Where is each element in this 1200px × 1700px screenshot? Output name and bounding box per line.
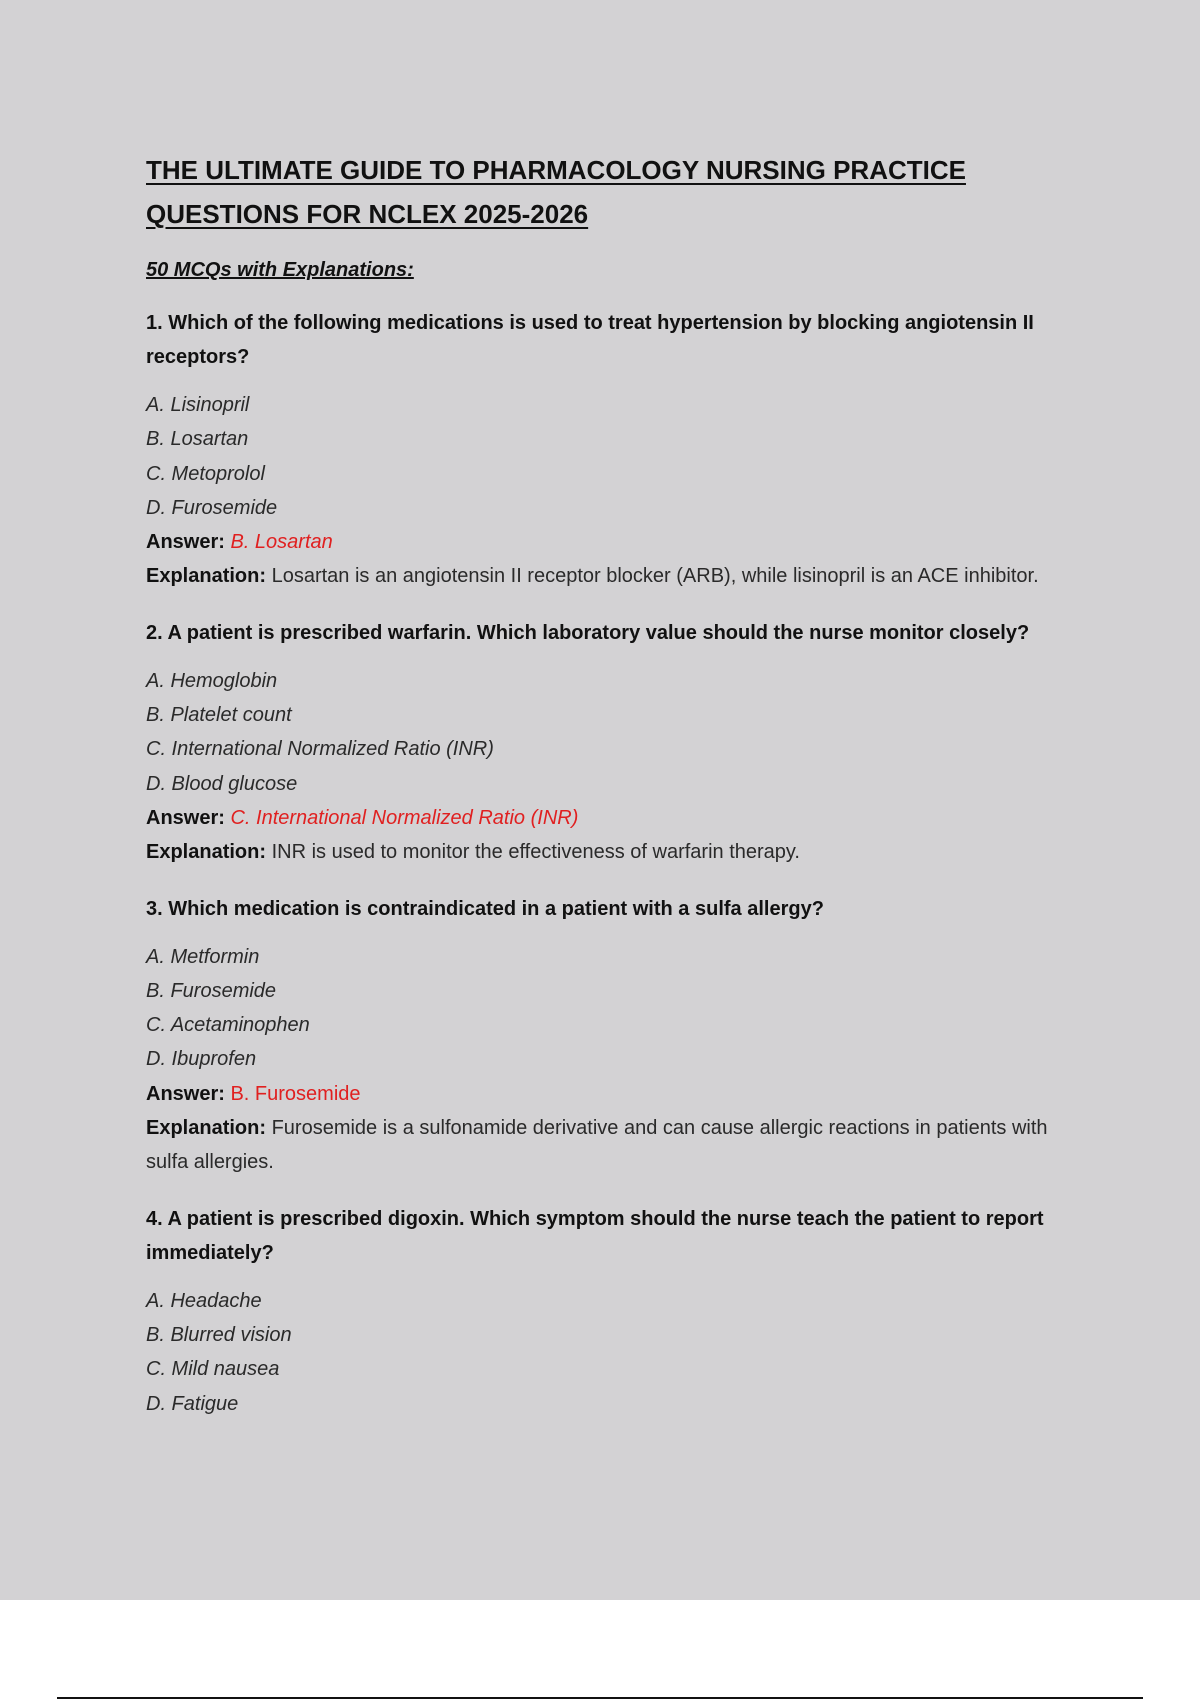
question-1 bbox=[146, 306, 1091, 594]
answer-line bbox=[146, 525, 1091, 559]
subtitle: 50 MCQs with Explanations: bbox=[146, 259, 414, 281]
title-line-2: QUESTIONS FOR NCLEX 2025-2026 bbox=[146, 199, 589, 229]
option-c: C. Mild nausea bbox=[146, 1358, 280, 1381]
title-line-1: THE ULTIMATE GUIDE TO PHARMACOLOGY NURSING PRACTICE bbox=[146, 155, 966, 185]
answer-value: B. Losartan bbox=[230, 531, 333, 554]
option-d: D. Blood glucose bbox=[146, 772, 298, 795]
option-a: A. Lisinopril bbox=[146, 394, 250, 416]
question-text: 3. Which medication is contraindicated in a patient with a sulfa allergy? bbox=[146, 897, 824, 920]
answer-line bbox=[146, 801, 1091, 835]
explanation-text: INR is used to monitor the effectiveness of warfarin therapy. bbox=[271, 841, 800, 864]
option-b: B. Platelet count bbox=[146, 704, 292, 727]
question-2 bbox=[146, 616, 1091, 870]
explanation-line bbox=[146, 835, 1091, 869]
question-text: 2. A patient is prescribed warfarin. Which laboratory value should the nurse monitor closely? bbox=[146, 621, 1030, 644]
answer-label: Answer: bbox=[146, 1082, 225, 1105]
explanation-line bbox=[146, 1111, 1091, 1180]
option-d: D. Furosemide bbox=[146, 496, 278, 519]
explanation-line bbox=[146, 559, 1091, 593]
option-b: B. Losartan bbox=[146, 428, 249, 451]
question-4 bbox=[146, 1202, 1091, 1421]
option-b: B. Blurred vision bbox=[146, 1323, 292, 1346]
explanation-label: Explanation: bbox=[146, 841, 267, 864]
option-a: A. Metformin bbox=[146, 945, 260, 968]
answer-line bbox=[146, 1077, 1091, 1111]
explanation-text: Losartan is an angiotensin II receptor blocker (ARB), while lisinopril is an ACE inhibitor. bbox=[271, 565, 1039, 588]
question-text: 1. Which of the following medications is used to treat hypertension by blocking angiotensin II receptors? bbox=[146, 312, 1034, 368]
answer-label: Answer: bbox=[146, 806, 225, 829]
option-a: A. Headache bbox=[146, 1289, 262, 1312]
option-d: D. Fatigue bbox=[146, 1392, 239, 1415]
answer-label: Answer: bbox=[146, 531, 225, 554]
options-list bbox=[146, 388, 1091, 525]
answer-value: B. Furosemide bbox=[230, 1082, 361, 1105]
option-c: C. Metoprolol bbox=[146, 462, 265, 485]
explanation-label: Explanation: bbox=[146, 1117, 267, 1140]
option-b: B. Furosemide bbox=[146, 979, 277, 1002]
option-d: D. Ibuprofen bbox=[146, 1048, 257, 1071]
question-text: 4. A patient is prescribed digoxin. Which symptom should the nurse teach the patient to report immediately? bbox=[146, 1207, 1044, 1264]
option-c: C. International Normalized Ratio (INR) bbox=[146, 738, 494, 761]
options-list bbox=[146, 1284, 1091, 1421]
footer-divider bbox=[57, 1697, 1143, 1699]
explanation-text: Furosemide is a sulfonamide derivative and can cause allergic reactions in patients with sulfa allergies. bbox=[146, 1117, 1048, 1174]
options-list bbox=[146, 940, 1091, 1077]
option-a: A. Hemoglobin bbox=[146, 669, 278, 692]
question-3 bbox=[146, 892, 1091, 1180]
option-c: C. Acetaminophen bbox=[146, 1014, 310, 1037]
options-list bbox=[146, 664, 1091, 801]
document-title bbox=[146, 148, 1091, 236]
answer-value: C. International Normalized Ratio (INR) bbox=[230, 806, 579, 829]
explanation-label: Explanation: bbox=[146, 565, 267, 588]
document-content bbox=[146, 148, 1091, 1421]
